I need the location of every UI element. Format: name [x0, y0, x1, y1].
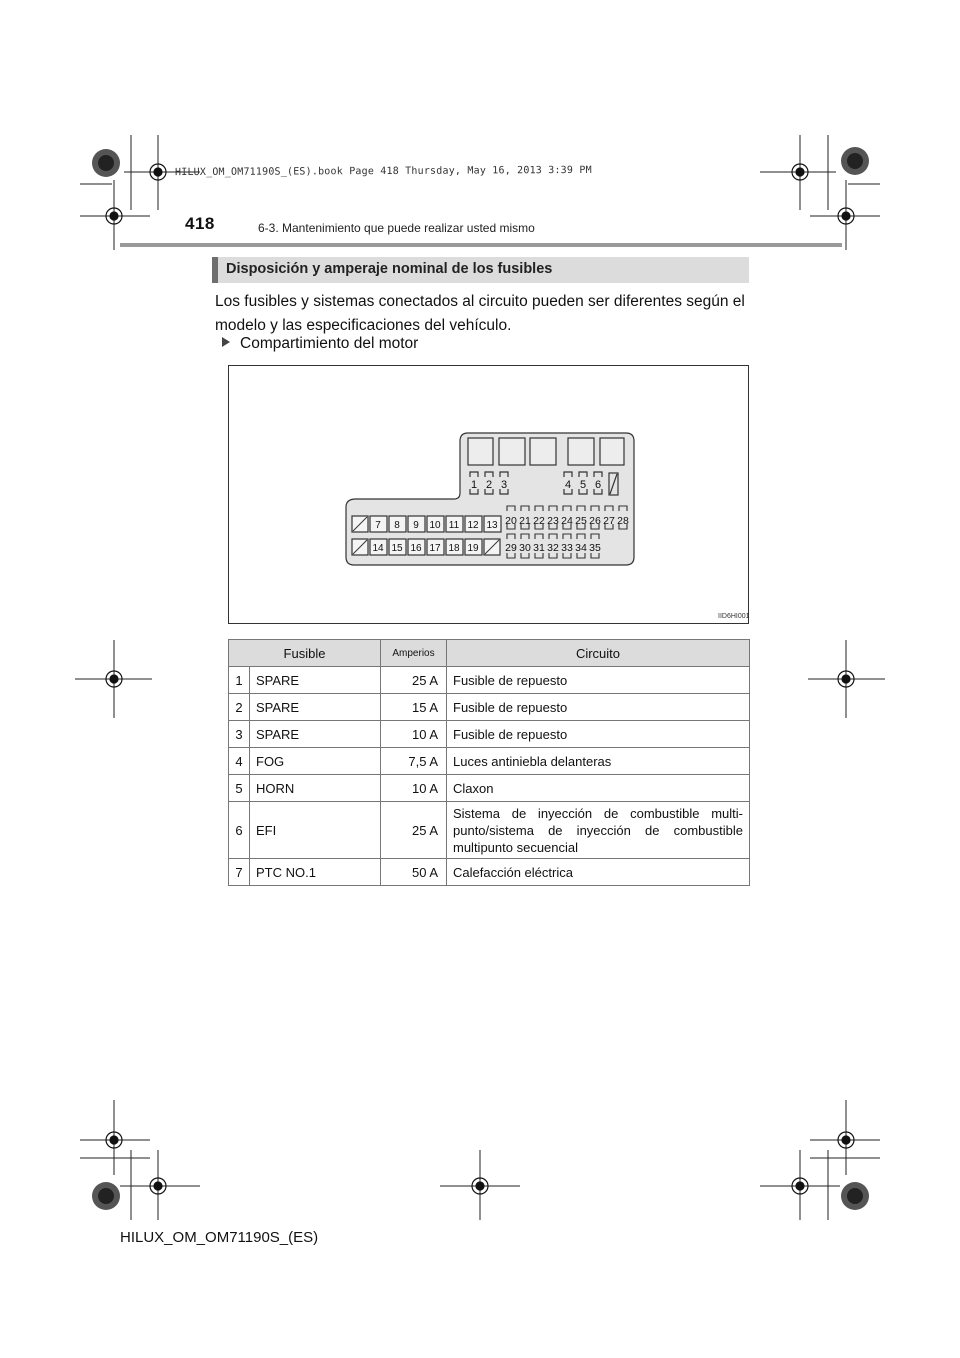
fuse-label: 25: [575, 515, 587, 527]
relay-block: [600, 438, 624, 465]
fuse-name: EFI: [250, 802, 381, 859]
table-header-row: [229, 640, 750, 667]
table-row: [229, 721, 750, 748]
page-number: 418: [185, 214, 215, 233]
section-heading-text: Disposición y amperaje nominal de los fusibles: [226, 261, 553, 277]
header-rule: [120, 243, 842, 247]
table-row: [229, 667, 750, 694]
relay-block: [568, 438, 594, 465]
chapter-title: 6-3. Mantenimiento que puede realizar usted mismo: [258, 221, 535, 235]
relay-block: [468, 438, 493, 465]
table-row: [229, 748, 750, 775]
fuse-label: 29: [505, 542, 517, 554]
fuse-circuit: Luces antiniebla delanteras: [447, 748, 750, 775]
fuse-circuit: Claxon: [447, 775, 750, 802]
fuse-label: 24: [561, 515, 573, 527]
fuse-amps: 25 A: [381, 667, 447, 694]
fuse-label: 27: [603, 515, 615, 527]
fuse-label: 10: [429, 520, 441, 531]
header-fusible: Fusible: [229, 640, 381, 667]
fuse-circuit: Sistema de inyección de combustible multi-punto/sistema de inyección de combustible multipunto secuencial: [447, 802, 750, 859]
fuse-label: 32: [547, 542, 559, 554]
fuse-label: 2: [485, 479, 493, 491]
fuse-label: 17: [429, 543, 441, 554]
fuse-table: [228, 639, 750, 886]
fuse-label: 6: [594, 479, 602, 491]
fuse-name: SPARE: [250, 721, 381, 748]
fuse-label: 20: [505, 515, 517, 527]
fuse-label: 33: [561, 542, 573, 554]
fuse-label: 18: [448, 543, 460, 554]
fuse-circuit: Calefacción eléctrica: [447, 859, 750, 886]
fuse-label: 9: [413, 520, 419, 531]
fuse-label: 8: [394, 520, 400, 531]
fuse-name: PTC NO.1: [250, 859, 381, 886]
footer-book-code: HILUX_OM_OM71190S_(ES): [120, 1229, 319, 1246]
triangle-bullet-icon: [222, 337, 230, 347]
fuse-label: 34: [575, 542, 587, 554]
fuse-label: 21: [519, 515, 531, 527]
bullet-item: [222, 335, 418, 353]
fuse-label: 28: [617, 515, 629, 527]
fuse-name: SPARE: [250, 694, 381, 721]
fuse-amps: 7,5 A: [381, 748, 447, 775]
intro-paragraph: Los fusibles y sistemas conectados al circuito pueden ser diferentes según el modelo y las especificaciones del vehículo.: [215, 293, 745, 334]
fuse-number: 4: [229, 748, 250, 775]
fuse-label: 19: [467, 543, 479, 554]
fuse-amps: 10 A: [381, 775, 447, 802]
header-circuito: Circuito: [447, 640, 750, 667]
fuse-label: 14: [372, 543, 384, 554]
fuse-label: 31: [533, 542, 545, 554]
fuse-label: 1: [470, 479, 478, 491]
fuse-label: 12: [467, 520, 479, 531]
fuse-circuit: Fusible de repuesto: [447, 667, 750, 694]
fuse-number: 1: [229, 667, 250, 694]
fuse-label: 16: [410, 543, 422, 554]
fuse-number: 7: [229, 859, 250, 886]
fuse-number: 2: [229, 694, 250, 721]
fuse-name: SPARE: [250, 667, 381, 694]
section-heading: [212, 257, 749, 283]
fuse-amps: 25 A: [381, 802, 447, 859]
header-amperios: Amperios: [381, 640, 447, 667]
bullet-text: Compartimiento del motor: [240, 335, 419, 352]
fuse-number: 3: [229, 721, 250, 748]
fuse-label: 13: [486, 520, 498, 531]
fuse-amps: 15 A: [381, 694, 447, 721]
table-row: [229, 775, 750, 802]
fuse-label: 3: [500, 479, 508, 491]
fuse-label: 4: [564, 479, 572, 491]
fuse-name: FOG: [250, 748, 381, 775]
relay-block: [530, 438, 556, 465]
fuse-label: 5: [579, 479, 587, 491]
table-row: [229, 694, 750, 721]
table-row: [229, 802, 750, 859]
fuse-name: HORN: [250, 775, 381, 802]
fuse-label: 22: [533, 515, 545, 527]
fuse-box-diagram: [228, 365, 749, 624]
fuse-label: 7: [375, 520, 381, 531]
figure-code: IID6HI001: [718, 613, 750, 620]
relay-block: [499, 438, 525, 465]
fuse-amps: 10 A: [381, 721, 447, 748]
fuse-label: 35: [589, 542, 601, 554]
fuse-circuit: Fusible de repuesto: [447, 694, 750, 721]
fuse-circuit: Fusible de repuesto: [447, 721, 750, 748]
fuse-label: 23: [547, 515, 559, 527]
fuse-label: 26: [589, 515, 601, 527]
table-row: [229, 859, 750, 886]
fuse-label: 15: [391, 543, 403, 554]
fuse-number: 6: [229, 802, 250, 859]
fuse-amps: 50 A: [381, 859, 447, 886]
fuse-label: 11: [448, 520, 460, 531]
fuse-label: 30: [519, 542, 531, 554]
book-stamp: HILUX_OM_OM71190S_(ES).book Page 418 Thursday, May 16, 2013 3:39 PM: [174, 164, 592, 179]
fuse-number: 5: [229, 775, 250, 802]
